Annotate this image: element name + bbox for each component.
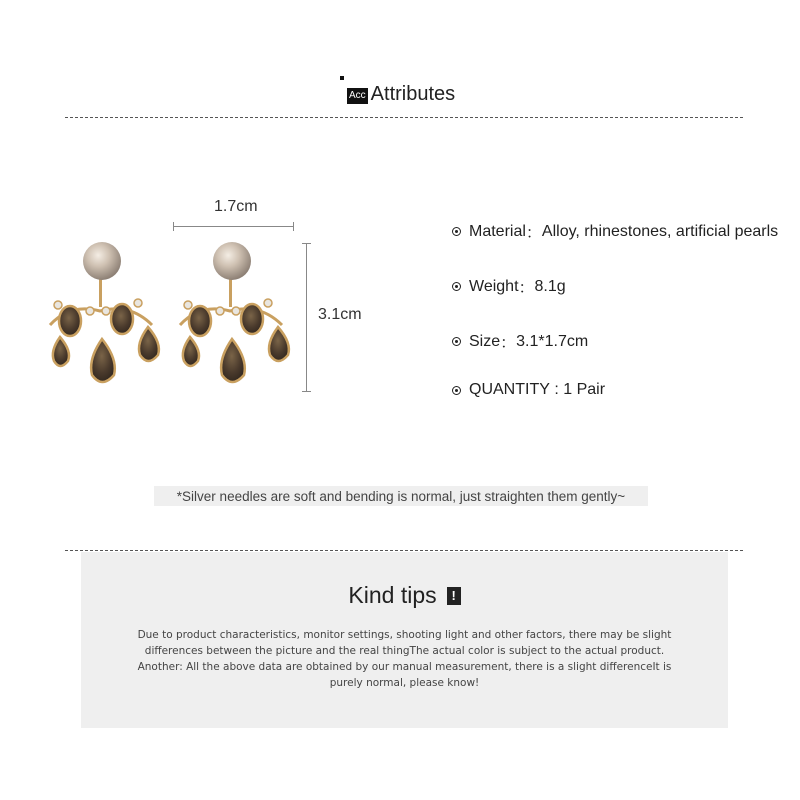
height-dimension-cap-bottom xyxy=(302,391,311,392)
spec-quantity xyxy=(452,381,605,399)
width-dimension-line xyxy=(173,226,294,227)
spec-value: 1 Pair xyxy=(563,381,606,398)
kind-tips-line: purely normal, please know! xyxy=(329,677,480,689)
bullet-circle-icon xyxy=(452,227,461,236)
kind-tips-line: Due to product characteristics, monitor settings, shooting light and other factors, there may be slight xyxy=(137,629,672,641)
spec-separator: ： xyxy=(518,280,535,297)
care-note: *Silver needles are soft and bending is normal, just straighten them gently~ xyxy=(154,486,648,506)
header-dot-icon xyxy=(340,76,344,80)
spec-separator: : xyxy=(549,381,564,398)
spec-separator: ： xyxy=(500,335,517,352)
earring-left-icon xyxy=(50,242,159,382)
top-divider xyxy=(65,117,743,118)
product-image xyxy=(40,235,310,395)
bottom-divider xyxy=(65,550,743,551)
spec-size xyxy=(452,330,588,353)
kind-tips-panel xyxy=(81,552,728,728)
spec-label: Size xyxy=(469,332,501,350)
spec-value: Alloy, rhinestones, artificial pearls xyxy=(541,222,779,240)
section-header xyxy=(340,76,455,106)
height-dimension-cap-top xyxy=(302,243,311,244)
spec-value: 8.1g xyxy=(534,277,566,295)
width-dimension-cap-left xyxy=(173,222,174,231)
spec-material xyxy=(452,220,778,243)
page-title: Attributes xyxy=(370,83,456,105)
earring-right-icon xyxy=(180,242,289,382)
kind-tips-body xyxy=(117,627,692,691)
spec-separator: ： xyxy=(525,225,542,242)
spec-label: Weight xyxy=(469,277,519,295)
spec-weight xyxy=(452,275,566,298)
kind-tips-header xyxy=(81,582,728,609)
height-dimension-line xyxy=(306,243,307,392)
spec-label: QUANTITY xyxy=(469,381,550,398)
kind-tips-line: Another: All the above data are obtained by our manual measurement, there is a slight differenceIt is xyxy=(137,661,672,673)
kind-tips-line: differences between the picture and the real thingThe actual color is subject to the actual product. xyxy=(144,645,665,657)
height-dimension-label: 3.1cm xyxy=(318,306,362,323)
spec-value: 3.1*1.7cm xyxy=(516,332,589,350)
exclamation-icon: ! xyxy=(447,587,461,605)
width-dimension-cap-right xyxy=(293,222,294,231)
kind-tips-title: Kind tips xyxy=(348,582,437,608)
spec-label: Material xyxy=(469,222,526,240)
bullet-circle-icon xyxy=(452,337,461,346)
header-badge: Acc xyxy=(347,88,368,104)
width-dimension-label: 1.7cm xyxy=(214,198,258,215)
bullet-circle-icon xyxy=(452,386,461,395)
bullet-circle-icon xyxy=(452,282,461,291)
